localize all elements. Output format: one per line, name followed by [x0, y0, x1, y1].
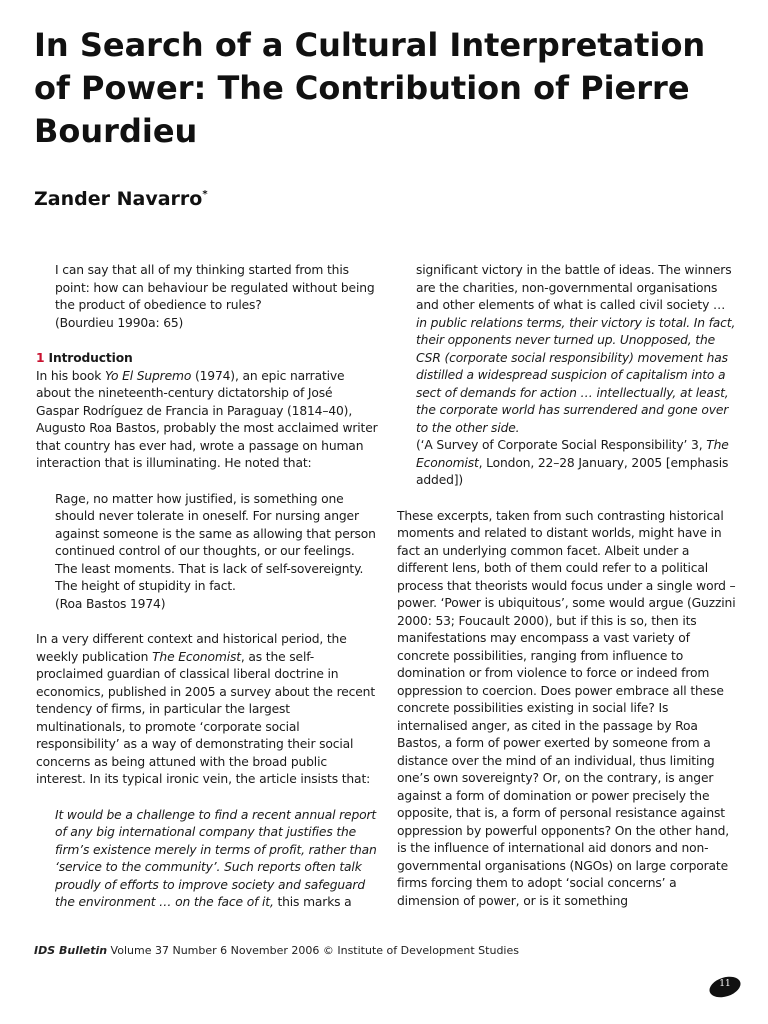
- quote-citation: (‘A Survey of Corporate Social Responsibility’ 3, The Economist, London, 22–28 January, 2005 [emphasis added]): [416, 438, 729, 487]
- quote-text: Rage, no matter how justified, is something one should never tolerate in oneself. For nursing anger against someone is the same as allowing that person continued control of our thoughts, or our feelings. The least moments. That is lack of self-sovereignty. The height of stupidity in fact.: [55, 491, 376, 593]
- section-title: Introduction: [48, 351, 133, 365]
- quote-citation: (Roa Bastos 1974): [55, 596, 166, 611]
- intro-paragraph-1: In his book Yo El Supremo (1974), an epic narrative about the nineteenth-century dictatorship of José Gaspar Rodríguez de Francia in Paraguay (1814–40), Augusto Roa Bastos, probably the most acclaimed writer that country has ever had, wrote a passage on human interaction that is illuminating. He noted that:: [36, 368, 378, 470]
- publication-name: The Economist: [152, 649, 241, 664]
- epigraph: [36, 262, 378, 332]
- intro-paragraph-2: In a very different context and historical period, the weekly publication The Economist, as the self-proclaimed guardian of classical liberal doctrine in economics, published in 2005 a survey about the recent tendency of firms, in particular the largest multinationals, to promote ‘corporate social responsibility’ as a way of demonstrating their social concerns as being attuned with the broad public interest. In its typical ironic vein, the article insists that:: [36, 632, 375, 786]
- block-quote-roa-bastos: [36, 491, 378, 614]
- book-title: Yo El Supremo: [104, 368, 192, 383]
- block-quote-economist: [36, 807, 378, 912]
- body-paragraph: These excerpts, taken from such contrasting historical moments and related to distant worlds, might have in fact an underlying common facet. Albeit under a different lens, both of them could refer to a political process that theorists would focus under a single word – power. ‘Power is ubiquitous’, some would argue (Guzzini 2000: 53; Foucault 2000), but if this is so, then its manifestations may encompass a vast variety of concrete possibilities, ranging from influence to domination or from violence to force or indeed from oppression to coercion. Does power embrace all these concrete possibilities existing in social life? Is internalised anger, as cited in the passage by Roa Bastos, a form of power exerted by someone from a distance over the mind of an individual, thus limiting one’s own sovereignty? Or, on the contrary, is anger against a form of domination or power precisely the opposite, that is, a form of personal resistance against oppression by powerful opponents? On the other hand, is the influence of international aid donors and non-governmental organisations (NGOs) on large corporate firms forcing them to adopt ‘social concerns’ a dimension of power, or is it something: [397, 508, 736, 908]
- quote-roman-text: significant victory in the battle of ideas. The winners are the charities, non-governmental organisations and other elements of what is called civil society …: [416, 263, 732, 312]
- issue-details: Volume 37 Number 6 November 2006 © Institute of Development Studies: [107, 944, 519, 957]
- author-byline: [34, 188, 208, 210]
- section-heading: [36, 350, 378, 368]
- section-number: 1: [36, 351, 45, 365]
- author-footnote-mark: *: [202, 189, 208, 200]
- page-number: 11: [719, 979, 731, 989]
- author-name: Zander Navarro: [34, 188, 203, 210]
- left-column: [36, 262, 378, 912]
- page-footer: [34, 944, 519, 957]
- epigraph-citation: (Bourdieu 1990a: 65): [55, 315, 184, 330]
- publication-name: The Economist: [416, 438, 729, 470]
- article-title: In Search of a Cultural Interpretation of Power: The Contribution of Pierre Bourdieu: [34, 26, 706, 150]
- quote-roman-text: this marks a: [273, 895, 352, 909]
- epigraph-text: I can say that all of my thinking started from this point: how can behaviour be regulated without being the product of obedience to rules?: [55, 263, 375, 312]
- quote-italic-text: in public relations terms, their victory is total. In fact, their opponents never turned up. Unopposed, the CSR (corporate social responsibility) movement has distilled a widespread suspicion of capitalism into a sect of demands for action … intellectually, at least, the corporate world has surrendered and gone over to the other side.: [416, 315, 736, 435]
- right-column: [397, 262, 739, 910]
- journal-name: IDS Bulletin: [34, 944, 108, 957]
- quote-italic-text: It would be a challenge to find a recent annual report of any big international company that justifies the firm’s existence merely in terms of profit, rather than ‘service to the community’. Such reports often talk proudly of efforts to improve society and safeguard the environment … on the face of it,: [55, 807, 377, 909]
- block-quote-economist-continued: [397, 262, 739, 490]
